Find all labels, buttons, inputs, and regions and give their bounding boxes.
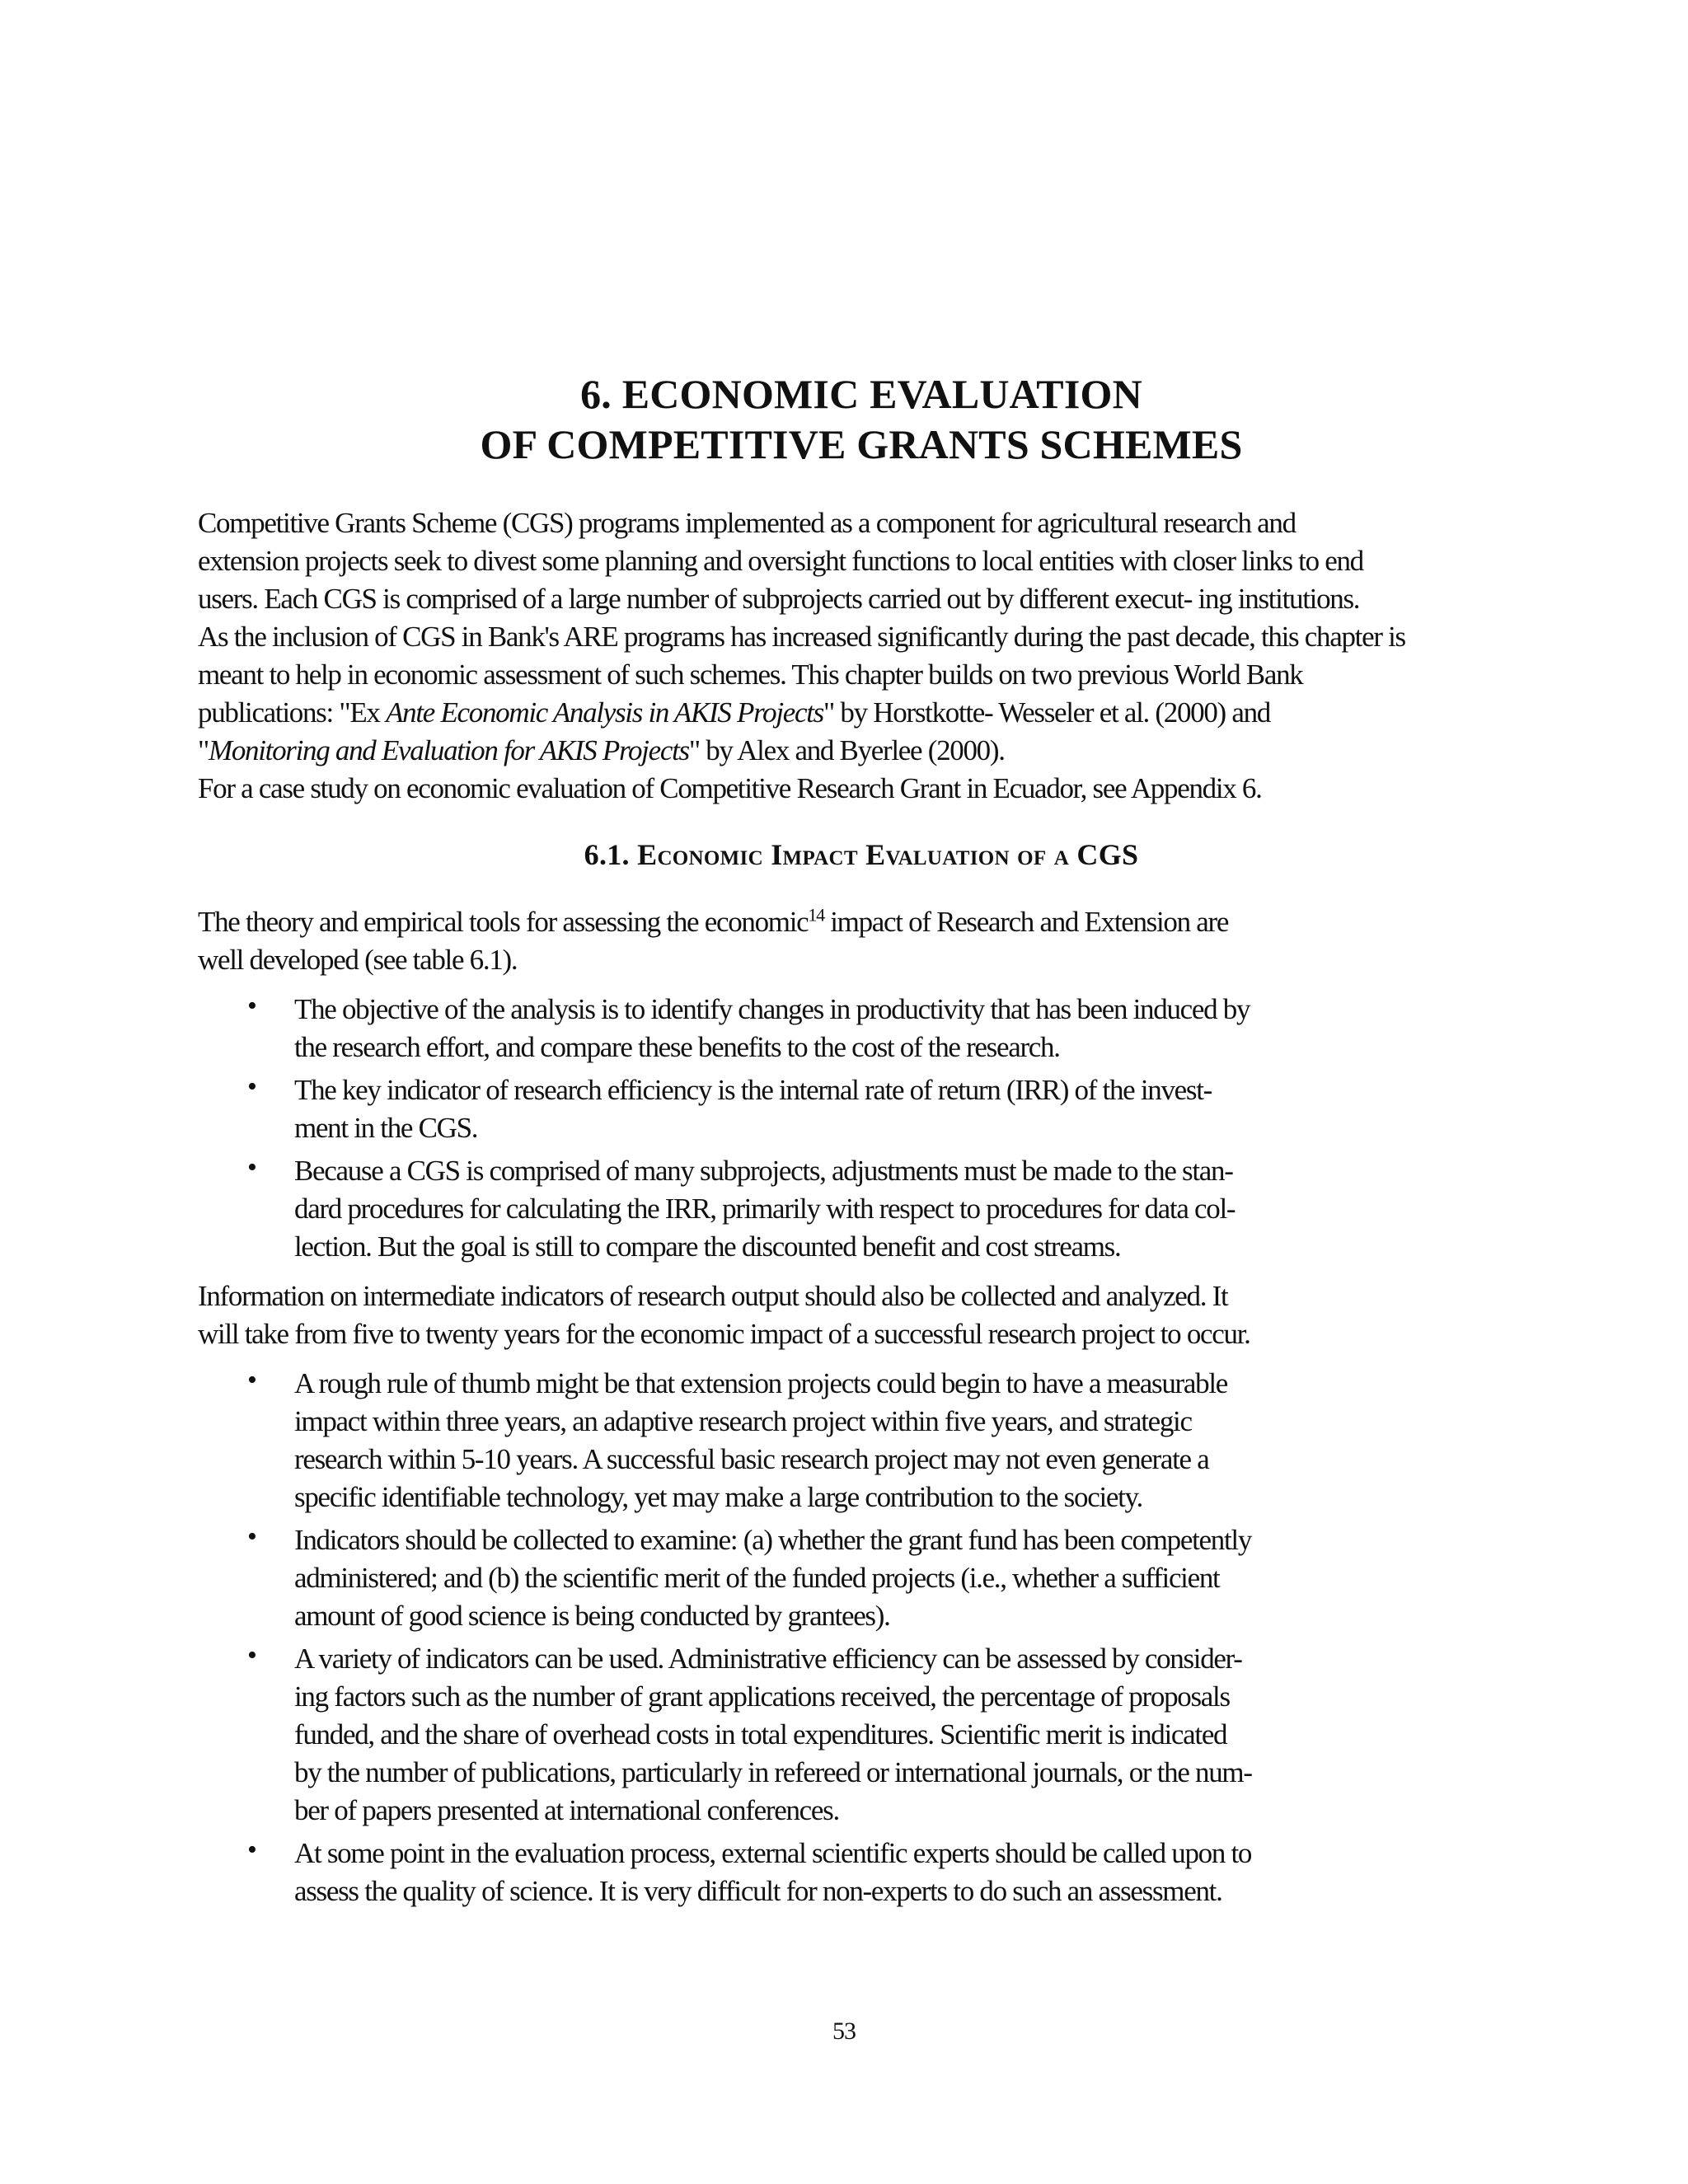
intro-line: meant to help in economic assessment of such schemes. This chapter builds on two previous World Bank	[198, 658, 1303, 691]
intro-line-citation-1	[198, 694, 1525, 732]
bullet-list-indicators	[198, 1365, 1525, 1910]
bullet-line: impact within three years, an adaptive research project within five years, and strategic	[294, 1405, 1192, 1437]
bullet-icon: •	[247, 1071, 256, 1102]
citation-suffix: " by Alex and Byerlee (2000).	[688, 734, 1005, 766]
intro-line: extension projects seek to divest some planning and oversight functions to local entities with closer links to end	[198, 545, 1363, 577]
bullet-line: by the number of publications, particularly in refereed or international journals, or the num-	[294, 1756, 1252, 1788]
citation-title-italic: Monitoring and Evaluation for AKIS Projects	[209, 734, 689, 766]
bullet-icon: •	[247, 991, 256, 1021]
bullet-line: ber of papers presented at international conferences.	[294, 1794, 839, 1826]
bullet-item	[198, 1071, 1525, 1147]
bullet-icon: •	[247, 1835, 256, 1865]
chapter-title	[198, 369, 1525, 470]
bullet-icon: •	[247, 1152, 256, 1183]
intro-line: Competitive Grants Scheme (CGS) programs implemented as a component for agricultural research and	[198, 507, 1296, 539]
bullet-line: funded, and the share of overhead costs in total expenditures. Scientific merit is indicated	[294, 1718, 1227, 1750]
bullet-line: the research effort, and compare these benefits to the cost of the research.	[294, 1031, 1060, 1063]
bullet-icon: •	[247, 1640, 256, 1671]
bullet-item	[198, 1521, 1525, 1635]
intro-line: As the inclusion of CGS in Bank's ARE programs has increased significantly during the past decade, this chapter is	[198, 621, 1405, 653]
citation-prefix: "	[198, 734, 209, 766]
bullet-item	[198, 991, 1525, 1066]
chapter-title-line-2: OF COMPETITIVE GRANTS SCHEMES	[480, 421, 1243, 467]
intro-line: users. Each CGS is comprised of a large number of subprojects carried out by different execut- ing institutions.	[198, 583, 1360, 615]
indicators-paragraph	[198, 1277, 1525, 1353]
bullet-icon: •	[247, 1521, 256, 1552]
theory-paragraph	[198, 903, 1525, 979]
chapter-title-line-1: 6. ECONOMIC EVALUATION	[580, 371, 1142, 417]
bullet-line: Indicators should be collected to examine: (a) whether the grant fund has been competently	[294, 1524, 1252, 1556]
bullet-list-evaluation	[198, 991, 1525, 1266]
bullet-line: dard procedures for calculating the IRR, primarily with respect to procedures for data col-	[294, 1193, 1236, 1225]
section-heading: 6.1. Economic Impact Evaluation of a CGS	[584, 838, 1139, 871]
bullet-line: specific identifiable technology, yet may make a large contribution to the society.	[294, 1481, 1142, 1513]
theory-line-text: impact of Research and Extension are	[823, 906, 1229, 938]
bullet-line: ing factors such as the number of grant applications received, the percentage of proposals	[294, 1680, 1230, 1713]
indicators-line: Information on intermediate indicators of research output should also be collected and analyzed. It	[198, 1280, 1228, 1312]
intro-line-appendix-reference: For a case study on economic evaluation of Competitive Research Grant in Ecuador, see Appendix 6.	[198, 772, 1262, 804]
citation-title-italic: Ante Economic Analysis in AKIS Projects	[386, 696, 823, 729]
bullet-line: amount of good science is being conducted by grantees).	[294, 1600, 890, 1632]
bullet-line: research within 5-10 years. A successful basic research project may not even generate a	[294, 1443, 1209, 1475]
theory-line-text: The theory and empirical tools for assessing the economic	[198, 906, 809, 938]
bullet-line: At some point in the evaluation process, external scientific experts should be called upon to	[294, 1837, 1252, 1869]
intro-paragraph	[198, 504, 1525, 808]
bullet-line: ment in the CGS.	[294, 1112, 478, 1144]
citation-suffix: " by Horstkotte- Wesseler et al. (2000) and	[823, 696, 1270, 729]
bullet-item	[198, 1640, 1525, 1830]
bullet-line: administered; and (b) the scientific merit of the funded projects (i.e., whether a sufficient	[294, 1562, 1220, 1594]
bullet-line: A variety of indicators can be used. Administrative efficiency can be assessed by consider-	[294, 1643, 1242, 1675]
bullet-line: A rough rule of thumb might be that extension projects could begin to have a measurable	[294, 1367, 1227, 1399]
bullet-line: The objective of the analysis is to identify changes in productivity that has been induced by	[294, 993, 1250, 1025]
bullet-icon: •	[247, 1365, 256, 1395]
bullet-line: The key indicator of research efficiency is the internal rate of return (IRR) of the invest-	[294, 1074, 1212, 1106]
theory-line	[198, 903, 1525, 941]
intro-line-citation-2	[198, 732, 1525, 770]
bullet-item	[198, 1152, 1525, 1266]
bullet-item	[198, 1365, 1525, 1516]
bullet-line: lection. But the goal is still to compare the discounted benefit and cost streams.	[294, 1230, 1121, 1263]
theory-line: well developed (see table 6.1).	[198, 944, 518, 976]
bullet-item	[198, 1835, 1525, 1910]
page-content	[198, 369, 1525, 1922]
footnote-reference: 14	[808, 904, 824, 926]
bullet-line: Because a CGS is comprised of many subprojects, adjustments must be made to the stan-	[294, 1155, 1233, 1187]
indicators-line: will take from five to twenty years for the economic impact of a successful research project to occur.	[198, 1318, 1250, 1350]
page-number: 53	[832, 2018, 856, 2045]
bullet-line: assess the quality of science. It is very difficult for non-experts to do such an assessment.	[294, 1875, 1222, 1907]
citation-prefix: publications: "Ex	[198, 696, 387, 729]
